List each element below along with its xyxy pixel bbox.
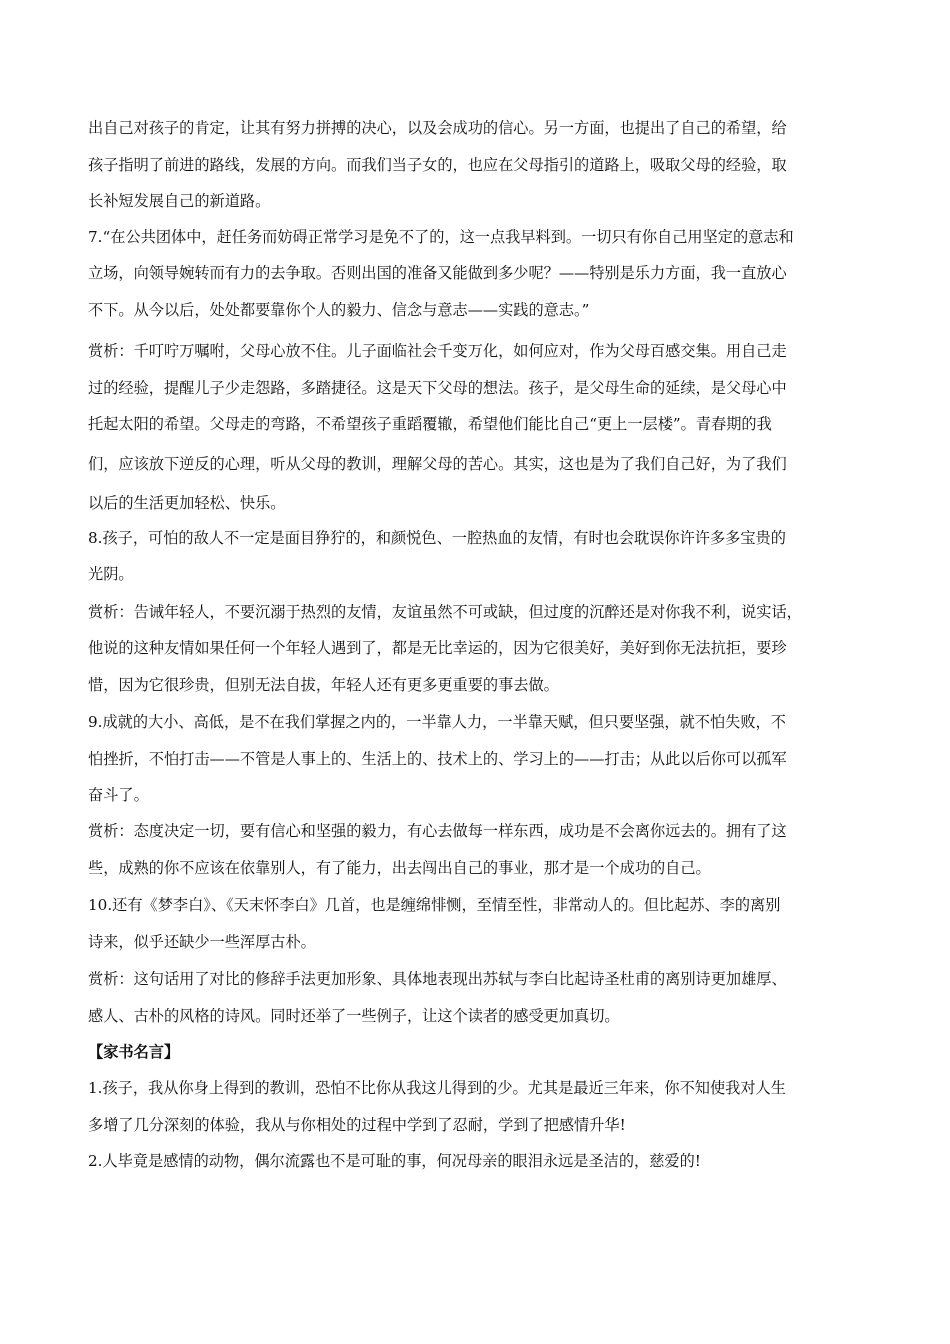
text-line: 立场，向领导婉转而有力的去争取。否则出国的准备又能做到多少呢？——特别是乐力方面，我一直放心 — [88, 264, 787, 282]
text-line: 9.成就的大小、高低，是不在我们掌握之内的，一半靠人力，一半靠天赋，但只要坚强，就不怕失败，不 — [88, 713, 786, 731]
text-line: 长补短发展自己的新道路。 — [88, 192, 271, 210]
text-line: 以后的生活更加轻松、快乐。 — [88, 494, 286, 512]
text-line: 孩子指明了前进的路线，发展的方向。而我们当子女的，也应在父母指引的道路上，吸取父母的经验，取 — [88, 156, 787, 174]
text-line: 过的经验，提醒儿子少走怨路，多踏捷径。这是天下父母的想法。孩子，是父母生命的延续，是父母心中 — [88, 379, 787, 397]
text-line: 1.孩子，我从你身上得到的教训，恐怕不比你从我这儿得到的少。尤其是最近三年来，你不知使我对人生 — [88, 1079, 786, 1097]
text-line: 托起太阳的希望。父母走的弯路，不希望孩子重蹈覆辙，希望他们能比自己“更上一层楼”。青春期的我 — [88, 415, 772, 433]
text-line: 赏析：这句话用了对比的修辞手法更加形象、具体地表现出苏轼与李白比起诗圣杜甫的离别诗更加雄厚、 — [88, 970, 787, 988]
text-line: 怕挫折，不怕打击——不管是人事上的、生活上的、技术上的、学习上的——打击；从此以后你可以孤军 — [88, 750, 787, 768]
text-line: 光阴。 — [88, 565, 134, 583]
text-line: 们，应该放下逆反的心理，听从父母的教训，理解父母的苦心。其实，这也是为了我们自己好，为了我们 — [88, 455, 787, 473]
text-line: 赏析：千叮咛万嘱咐，父母心放不住。儿子面临社会千变万化，如何应对，作为父母百感交集。用自己走 — [88, 342, 787, 360]
text-line: 多增了几分深刻的体验，我从与你相处的过程中学到了忍耐，学到了把感情升华! — [88, 1116, 626, 1134]
text-line: 赏析：态度决定一切，要有信心和坚强的毅力，有心去做每一样东西，成功是不会离你远去的。拥有了这 — [88, 822, 787, 840]
text-line: 出自己对孩子的肯定，让其有努力拼搏的决心，以及会成功的信心。另一方面，也提出了自己的希望，给 — [88, 119, 787, 137]
text-line: 些，成熟的你不应该在依靠别人，有了能力，出去闯出自己的事业，那才是一个成功的自己。 — [88, 859, 711, 877]
text-line: 不下。从今以后，处处都要靠你个人的毅力、信念与意志——实践的意志。” — [88, 301, 590, 319]
section-heading: 【家书名言】 — [88, 1043, 180, 1061]
text-line: 2.人毕竟是感情的动物，偶尔流露也不是可耻的事，何况母亲的眼泪永远是圣洁的，慈爱的! — [88, 1152, 701, 1170]
text-line: 感人、古朴的风格的诗风。同时还举了一些例子，让这个读者的感受更加真切。 — [88, 1007, 620, 1025]
text-line: 奋斗了。 — [88, 786, 149, 804]
text-line: 7.“在公共团体中，赶任务而妨碍正常学习是免不了的，这一点我早料到。一切只有你自己用坚定的意志和 — [88, 228, 794, 246]
text-line: 惜，因为它很珍贵，但别无法自拔，年轻人还有更多更重要的事去做。 — [88, 676, 559, 694]
text-line: 诗来，似乎还缺少一些浑厚古朴。 — [88, 933, 316, 951]
text-line: 8.孩子，可怕的敌人不一定是面目狰狞的，和颜悦色、一腔热血的友情，有时也会耽误你许许多多宝贵的 — [88, 529, 786, 547]
text-line: 赏析：告诫年轻人，不要沉溺于热烈的友情，友谊虽然不可或缺，但过度的沉醉还是对你我不利，说实话， — [88, 603, 802, 621]
text-line: 他说的这种友情如果任何一个年轻人遇到了，都是无比幸运的，因为它很美好，美好到你无法抗拒，要珍 — [88, 639, 787, 657]
text-line: 10.还有《梦李白》、《天末怀李白》几首，也是缠绵悱恻，至情至性，非常动人的。但比起苏、李的离别 — [88, 896, 781, 914]
